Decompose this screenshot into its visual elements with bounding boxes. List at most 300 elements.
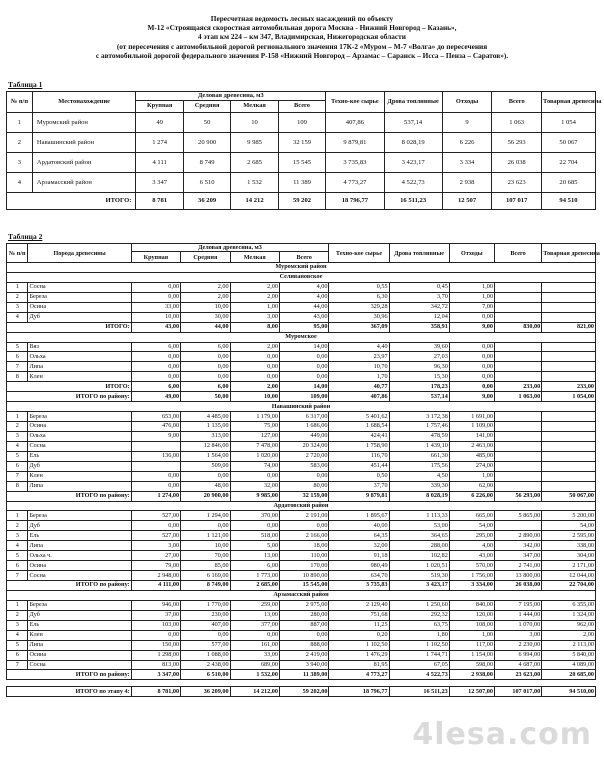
table-cell: 634,70 (329, 571, 389, 581)
total-label: ИТОГО: (7, 382, 132, 392)
table-cell: 4,00 (449, 541, 494, 551)
table-cell: 8 (7, 481, 28, 491)
header-line: Пересчетная ведомость лесных насаждений по объекту (210, 14, 394, 23)
table-cell: 1 298,00 (131, 650, 180, 660)
table-row (7, 471, 596, 481)
breed-cell: Ель (28, 531, 131, 541)
table-cell: 2 113,00 (542, 640, 596, 650)
table-cell: 364,65 (389, 531, 449, 541)
table-cell: 485,00 (449, 451, 494, 461)
table-cell: 1 054,00 (542, 392, 596, 402)
table-cell: 0,20 (329, 630, 389, 640)
table-cell: 18 796,77 (329, 687, 389, 697)
table-cell: 81,95 (329, 660, 389, 670)
table-cell: 7 195,00 (494, 600, 541, 610)
table-cell: 3 (7, 152, 33, 172)
table-cell: 274,00 (449, 461, 494, 471)
table-cell: 230,00 (181, 610, 230, 620)
table-cell (494, 352, 541, 362)
watermark: 4lesa.com (412, 717, 592, 752)
table-cell: 74,00 (230, 461, 279, 471)
table-cell: 20 685 (541, 172, 595, 192)
table-cell: 0,00 (279, 471, 328, 481)
table-cell: 44,00 (181, 322, 230, 332)
breed-cell: Липа (28, 640, 131, 650)
table-cell: 14,00 (279, 342, 328, 352)
table-cell: 1 154,00 (449, 650, 494, 660)
table-cell: 527,00 (131, 511, 180, 521)
table-cell: 53,00 (389, 521, 449, 531)
table-cell: 8,00 (230, 322, 279, 332)
table-cell: 5 (7, 551, 28, 561)
table-cell: 6 169,00 (181, 571, 230, 581)
table-cell: 407,86 (329, 392, 389, 402)
table-cell: 840,00 (449, 600, 494, 610)
table-cell: 537,14 (389, 392, 449, 402)
table-cell: 62,00 (449, 481, 494, 491)
table-cell: 313,00 (181, 431, 230, 441)
table-row (7, 312, 596, 322)
table-cell: 519,30 (389, 571, 449, 581)
location-cell: Арзамасский район (32, 172, 136, 192)
table-cell: 9,00 (449, 322, 494, 332)
table-row (7, 352, 596, 362)
table-cell: 0,00 (181, 521, 230, 531)
table-cell: 75,00 (230, 422, 279, 432)
table-cell: 63,75 (389, 620, 449, 630)
breed-cell: Дуб (28, 461, 131, 471)
table-cell: 0,00 (230, 471, 279, 481)
table-cell: 16 511,23 (384, 192, 442, 209)
section-label: Навашинский район (7, 402, 596, 412)
table-cell (494, 372, 541, 382)
breed-cell: Сосна (28, 660, 131, 670)
table-cell: 280,00 (279, 610, 328, 620)
table-cell: 103,00 (131, 620, 180, 630)
table-cell: 583,00 (279, 461, 328, 471)
table-cell: 14 212,00 (230, 687, 279, 697)
table-cell: 1 (7, 412, 28, 422)
table-cell: 6 355,00 (542, 600, 596, 610)
section-row (7, 501, 596, 511)
table-cell: 6 (7, 352, 28, 362)
table-cell: 259,00 (230, 600, 279, 610)
table-cell: 0,00 (131, 352, 180, 362)
table-cell: 661,30 (389, 451, 449, 461)
table-cell: 40,77 (329, 382, 389, 392)
table-cell: 12,04 (389, 312, 449, 322)
breed-cell: Осина (28, 561, 131, 571)
table-cell: 0,00 (181, 372, 230, 382)
table-cell: 1 121,00 (181, 531, 230, 541)
breed-cell: Ель (28, 620, 131, 630)
table-cell: 37,00 (131, 610, 180, 620)
table-row (7, 372, 596, 382)
table-cell: 377,00 (230, 620, 279, 630)
table-cell: 32,00 (329, 541, 389, 551)
table-cell: 2 741,00 (494, 561, 541, 571)
breed-cell: Клен (28, 630, 131, 640)
table-cell (494, 422, 541, 432)
table-cell: 108,00 (449, 620, 494, 630)
table-cell: 598,00 (449, 660, 494, 670)
table-cell: 5 200,00 (542, 511, 596, 521)
table-cell: 4 (7, 541, 28, 551)
table-cell: 3 334 (442, 152, 492, 172)
col-othody: Отходы (442, 92, 492, 113)
total-label: ИТОГО по району: (7, 491, 132, 501)
table-cell: 0,55 (329, 282, 389, 292)
table-cell: 16 511,23 (389, 687, 449, 697)
table-row (7, 282, 596, 292)
table-cell (131, 441, 180, 451)
table-cell: 2,00 (230, 292, 279, 302)
total-label: ИТОГО по району: (7, 392, 132, 402)
table-cell: 233,00 (494, 382, 541, 392)
table-cell: 3 (7, 531, 28, 541)
table-cell: 1 109,00 (449, 422, 494, 432)
table-row (7, 610, 596, 620)
table-cell: 27,00 (131, 551, 180, 561)
table-cell: 1 274 (136, 132, 183, 152)
total-row (7, 392, 596, 402)
table-cell: 0,45 (389, 282, 449, 292)
table-cell: 32,00 (230, 481, 279, 491)
table-cell: 80,00 (279, 481, 328, 491)
table-cell: 33,00 (131, 302, 180, 312)
table-cell: 9,00 (449, 392, 494, 402)
table-cell: 109,00 (279, 392, 328, 402)
table-cell: 7 (7, 471, 28, 481)
breed-cell: Береза (28, 511, 131, 521)
table-cell: 1 (7, 282, 28, 292)
table-cell: 2 720,00 (279, 451, 328, 461)
table-cell: 2 890,00 (494, 531, 541, 541)
table-cell: 2,00 (230, 282, 279, 292)
table-cell: 751,68 (329, 610, 389, 620)
table-cell: 4,00 (279, 292, 328, 302)
table-cell: 3,00 (230, 312, 279, 322)
breed-cell: Липа (28, 481, 131, 491)
section-row (7, 332, 596, 342)
table-cell: 8 (7, 372, 28, 382)
table-cell (542, 302, 596, 312)
table-cell: 0,00 (181, 630, 230, 640)
table-cell: 2,00 (181, 282, 230, 292)
table-cell: 1 063 (492, 112, 542, 132)
table-row (7, 112, 596, 132)
table-cell (494, 441, 541, 451)
document-header (0, 14, 604, 60)
table-cell: 2 (7, 132, 33, 152)
table-cell: 980,49 (329, 561, 389, 571)
table-row (7, 531, 596, 541)
table-cell: 3,70 (389, 292, 449, 302)
table-cell: 117,00 (449, 640, 494, 650)
table-cell: 1 (7, 600, 28, 610)
table-cell: 9 (442, 112, 492, 132)
table-cell: 13,00 (230, 551, 279, 561)
table-cell: 107 017 (492, 192, 542, 209)
table-row (7, 561, 596, 571)
spacer-cell (7, 680, 596, 687)
table-row (7, 541, 596, 551)
table-cell: 4 773,27 (326, 172, 384, 192)
table-cell: 3 172,38 (389, 412, 449, 422)
table-cell: 1 744,71 (389, 650, 449, 660)
table-cell: 150,00 (131, 640, 180, 650)
table-cell: 3,00 (494, 630, 541, 640)
table-cell: 478,59 (389, 431, 449, 441)
table-cell: 9 879,81 (326, 132, 384, 152)
table-cell: 1,00 (449, 471, 494, 481)
col-delovaya: Деловая древесина, м3 (136, 92, 326, 101)
table-cell: 13 800,00 (494, 571, 541, 581)
table-cell: 48,00 (181, 481, 230, 491)
table-cell (494, 412, 541, 422)
table-cell (542, 282, 596, 292)
table-cell (494, 521, 541, 531)
table-cell: 64,35 (329, 531, 389, 541)
col-vsego: Всего (278, 100, 325, 112)
table-cell: 1 895,67 (329, 511, 389, 521)
table-cell: 8 749,00 (181, 581, 230, 591)
table-cell: 11,25 (329, 620, 389, 630)
table-cell: 449,00 (279, 431, 328, 441)
table-cell: 451,44 (329, 461, 389, 471)
table-cell: 36 209,00 (181, 687, 230, 697)
col-srednyaya: Средняя (183, 100, 230, 112)
table-cell: 5 401,62 (329, 412, 389, 422)
table-cell: 4 522,73 (389, 670, 449, 680)
table-cell: 15 545,00 (279, 581, 328, 591)
table-cell: 40,00 (329, 521, 389, 531)
table-cell: 32 159 (278, 132, 325, 152)
table-cell: 23 623 (492, 172, 542, 192)
table-cell (542, 362, 596, 372)
table-cell: 10,00 (181, 541, 230, 551)
table-cell: 6 510 (183, 172, 230, 192)
table-cell: 7 (7, 571, 28, 581)
breed-cell: Сосна (28, 282, 131, 292)
table-cell: 1 070,00 (494, 620, 541, 630)
table-row (7, 422, 596, 432)
table-cell (542, 461, 596, 471)
table-cell: 56 293,00 (494, 491, 541, 501)
table-cell: 20 685,00 (542, 670, 596, 680)
table-cell: 12 507,00 (449, 687, 494, 697)
table-cell (542, 481, 596, 491)
table-cell: 342,72 (389, 302, 449, 312)
table-cell: 20 324,00 (279, 441, 328, 451)
table-cell: 2 (7, 422, 28, 432)
table-cell (494, 282, 541, 292)
table-cell: 10,00 (230, 392, 279, 402)
col-tekhno: Техно-кое сырье (326, 92, 384, 113)
table-cell: 0,00 (131, 481, 180, 491)
table-cell: 50 (183, 112, 230, 132)
table-cell: 0,50 (329, 471, 389, 481)
table-cell: 49 (136, 112, 183, 132)
table-cell: 39,60 (389, 342, 449, 352)
table-cell: 3 347 (136, 172, 183, 192)
table-cell: 4 773,27 (329, 670, 389, 680)
breed-cell: Липа (28, 362, 131, 372)
table-cell: 2 129,40 (329, 600, 389, 610)
breed-cell: Сосна (28, 441, 131, 451)
table1-caption: Таблица 1 (8, 80, 43, 89)
table-cell: 109 (278, 112, 325, 132)
table-cell: 50 067 (541, 132, 595, 152)
table-cell: 2,00 (542, 630, 596, 640)
table-cell: 3 (7, 302, 28, 312)
table-1 (6, 91, 602, 210)
table-cell: 9 985,00 (230, 491, 279, 501)
table-cell: 9 985 (231, 132, 278, 152)
table-cell: 1,00 (449, 630, 494, 640)
col-breed: Порода древесины (28, 244, 131, 263)
table-cell: 1 020,00 (230, 451, 279, 461)
spacer-row (7, 680, 596, 687)
table-cell: 8 028,19 (389, 491, 449, 501)
table-cell: 2 230,00 (494, 640, 541, 650)
table2-body (7, 263, 596, 697)
table-cell: 1,70 (329, 372, 389, 382)
table-cell: 288,00 (389, 541, 449, 551)
table-row (7, 132, 596, 152)
table-cell: 962,00 (542, 620, 596, 630)
header-line: 4 этап км 224 – км 347, Владимирская, Нижегородская области (198, 32, 406, 42)
table-cell: 2 419,00 (279, 650, 328, 660)
table-cell: 830,00 (494, 322, 541, 332)
table-cell: 407,00 (181, 620, 230, 630)
breed-cell: Береза (28, 292, 131, 302)
table-cell: 6 994,00 (494, 650, 541, 660)
total-row (7, 670, 596, 680)
table-row (7, 511, 596, 521)
breed-cell: Вяз (28, 342, 131, 352)
table-cell: 33,00 (230, 650, 279, 660)
table-cell: 50,00 (181, 392, 230, 402)
section-label: Селивановское (7, 272, 596, 282)
table-cell: 10,00 (181, 302, 230, 312)
table-cell: 6,00 (131, 342, 180, 352)
table-cell: 2 463,00 (449, 441, 494, 451)
table-cell: 7,00 (449, 302, 494, 312)
table-cell: 141,00 (449, 431, 494, 441)
table-cell: 3 735,83 (329, 581, 389, 591)
table-cell (542, 352, 596, 362)
table-cell: 1,00 (449, 282, 494, 292)
table-cell: 1 (7, 112, 33, 132)
table2-caption: Таблица 2 (8, 232, 43, 241)
table-cell: 2 685 (231, 152, 278, 172)
table-cell (494, 471, 541, 481)
table-cell (494, 342, 541, 352)
table-cell: 5,00 (230, 541, 279, 551)
location-cell: Муромский район (32, 112, 136, 132)
location-cell: Навашинский район (32, 132, 136, 152)
table-cell: 0,00 (131, 372, 180, 382)
table-cell: 1 773,00 (230, 571, 279, 581)
table-cell: 43,00 (279, 312, 328, 322)
total-label: ИТОГО по району: (7, 670, 132, 680)
col-krupnaya: Крупная (136, 100, 183, 112)
section-label: Ардатовский район (7, 501, 596, 511)
table-cell: 0,00 (449, 382, 494, 392)
table-cell: 0,00 (449, 372, 494, 382)
table-cell (494, 292, 541, 302)
table-cell: 2 595,00 (542, 531, 596, 541)
table-cell: 665,00 (449, 511, 494, 521)
table-row (7, 412, 596, 422)
col-tekhno: Техно-кое сырье (329, 244, 389, 263)
col-srednyaya: Средняя (181, 252, 230, 263)
table-cell: 0,00 (279, 372, 328, 382)
table-cell: 509,00 (181, 461, 230, 471)
table-cell: 15 545 (278, 152, 325, 172)
table-cell (542, 312, 596, 322)
table-cell: 1 274,00 (131, 491, 180, 501)
table-cell: 59 202,00 (279, 687, 328, 697)
table-cell: 12 507 (442, 192, 492, 209)
breed-cell: Липа (28, 541, 131, 551)
table-cell: 0,00 (279, 362, 328, 372)
table-cell: 1 758,90 (329, 441, 389, 451)
table-cell: 407,86 (326, 112, 384, 132)
section-row (7, 263, 596, 273)
table-cell: 1 757,46 (389, 422, 449, 432)
table-cell: 3 (7, 620, 28, 630)
col-vsego-total: Всего (492, 92, 542, 113)
table-cell: 2,00 (181, 292, 230, 302)
table-cell: 1 102,50 (389, 640, 449, 650)
table-cell: 116,70 (329, 451, 389, 461)
table-cell: 577,00 (181, 640, 230, 650)
table-cell: 5 (7, 640, 28, 650)
table-cell: 1 088,00 (181, 650, 230, 660)
table-cell: 0,00 (449, 362, 494, 372)
table-cell: 18 796,77 (326, 192, 384, 209)
table-cell: 292,32 (389, 610, 449, 620)
table-cell: 0,00 (449, 342, 494, 352)
table-cell: 5 (7, 451, 28, 461)
table-cell: 6 226,00 (449, 491, 494, 501)
table-cell: 1 294,00 (181, 511, 230, 521)
table-cell: 888,00 (279, 640, 328, 650)
table-cell: 329,28 (329, 302, 389, 312)
table-cell (494, 431, 541, 441)
total-label: ИТОГО: (7, 192, 136, 209)
table-cell: 1 691,00 (449, 412, 494, 422)
table-cell: 178,23 (389, 382, 449, 392)
table-cell: 2 166,00 (279, 531, 328, 541)
breed-cell: Береза (28, 600, 131, 610)
table1-body (7, 112, 596, 209)
table-cell: 67,05 (389, 660, 449, 670)
breed-cell: Дуб (28, 312, 131, 322)
table-cell: 20 900,00 (181, 491, 230, 501)
table-cell: 6,00 (181, 342, 230, 352)
table-cell: 1 564,00 (181, 451, 230, 461)
table-cell: 136,00 (131, 451, 180, 461)
table-cell: 518,00 (230, 531, 279, 541)
table-cell: 94 510,00 (542, 687, 596, 697)
col-othody: Отходы (449, 244, 494, 263)
table-cell (494, 302, 541, 312)
table-cell: 1 439,10 (389, 441, 449, 451)
table-cell: 12 846,00 (181, 441, 230, 451)
